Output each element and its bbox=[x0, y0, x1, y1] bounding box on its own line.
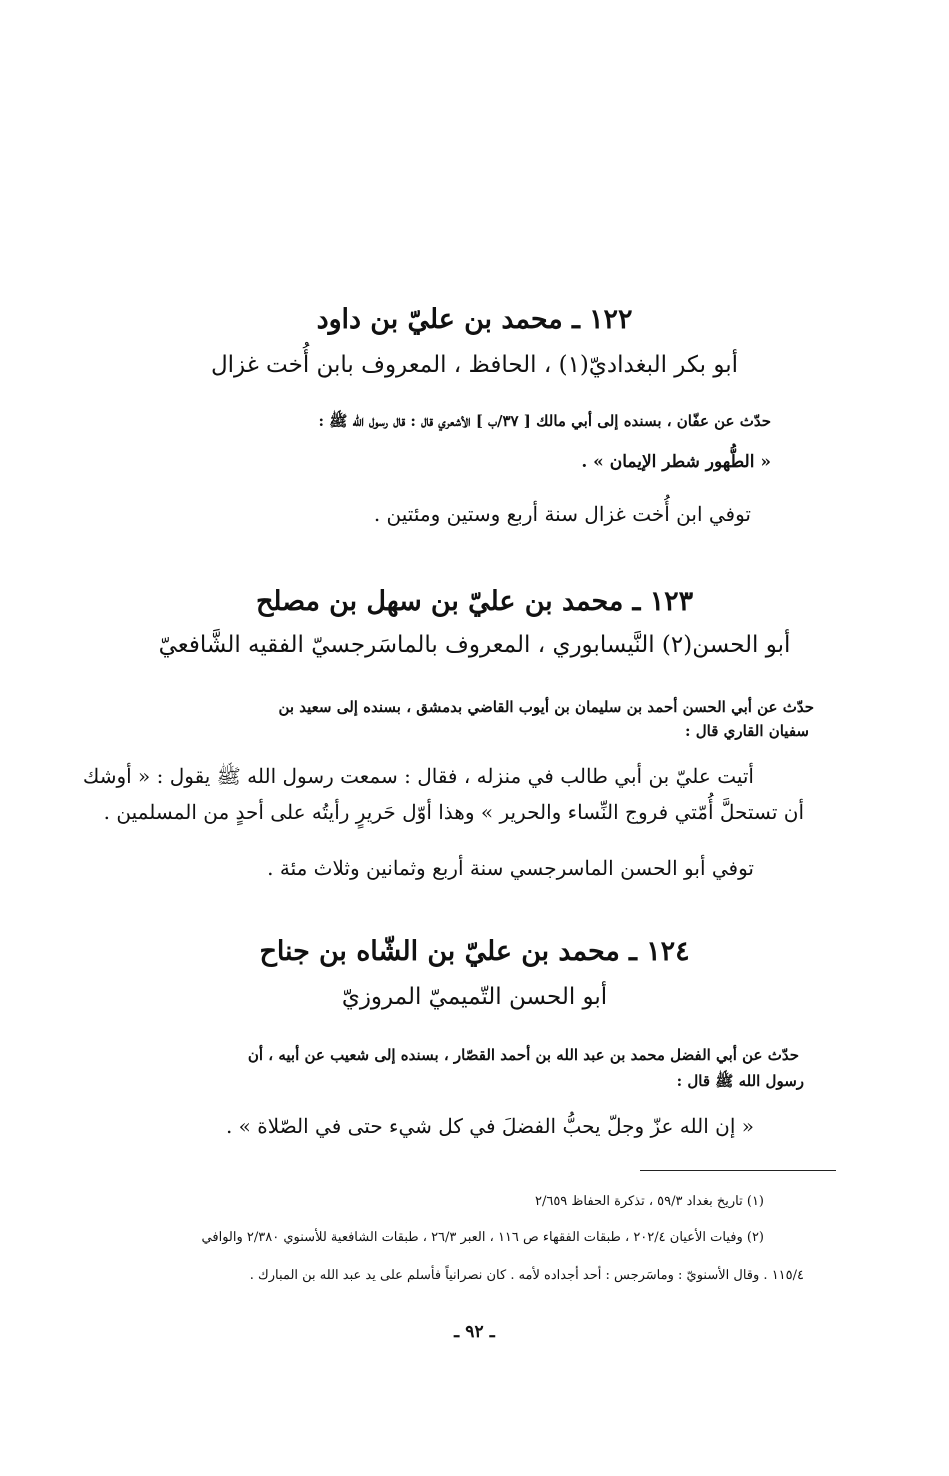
hadith-text: « إن الله عزّ وجلّ يحبُّ الفضلَ في كل شيء حتى في الصّلاة » . bbox=[225, 1114, 754, 1138]
footnote: (٢) وفيات الأعيان ٢٠٢/٤ ، طبقات الفقهاء ص ١١٦ ، العبر ٢٦/٣ ، طبقات الشافعية للأسنوي ٢/٣٨٠ والوافي bbox=[201, 1230, 764, 1245]
death-note: توفي أبو الحسن الماسرجسي سنة أربع وثمانين وثلاث مئة . bbox=[267, 856, 754, 880]
isnad-text: حدّث عن عفّان ، بسنده إلى أبي مالك [ ٣٧/ب ] الأشعري قال : قال رسول الله ﷺ : bbox=[318, 412, 771, 430]
page-number: ـ ٩٢ ـ bbox=[454, 1322, 495, 1342]
hadith-text: أتيت عليّ بن أبي طالب في منزله ، فقال : سمعت رسول الله ﷺ يقول : « أوشك bbox=[82, 764, 754, 788]
entry-subtitle: أبو بكر البغداديّ(١) ، الحافظ ، المعروف بابن أُخت غزال bbox=[210, 352, 739, 378]
footnote: (١) تاريخ بغداد ٥٩/٣ ، تذكرة الحفاظ ٢/٦٥٩ bbox=[534, 1194, 764, 1209]
isnad-text: رسول الله ﷺ قال : bbox=[676, 1072, 804, 1090]
entry-subtitle: أبو الحسن التّميميّ المروزيّ bbox=[341, 984, 608, 1010]
entry-title: ١٢٣ ـ محمد بن عليّ بن سهل بن مصلح bbox=[255, 586, 693, 617]
isnad-text: حدّث عن أبي الفضل محمد بن عبد الله بن أحمد القصّار ، بسنده إلى شعيب عن أبيه ، أن bbox=[247, 1046, 799, 1064]
entry-subtitle: أبو الحسن(٢) النَّيسابوري ، المعروف بالماسَرجسيّ الفقيه الشَّافعيّ bbox=[158, 632, 791, 658]
hadith-text: أن تستحلَّ أُمّتي فروج النِّساء والحرير » وهذا أوّل حَريرٍ رأيتُه على أحدٍ من المسلمين . bbox=[103, 800, 804, 824]
isnad-text: سفيان القاري قال : bbox=[685, 722, 809, 740]
hadith-text: « الطُّهور شطر الإيمان » . bbox=[581, 452, 771, 472]
footnote: ١١٥/٤ . وقال الأسنويّ : وماسَرجس : أحد أجداده لأمه . كان نصرانياً فأسلم على يد عبد الله بن المبارك . bbox=[249, 1268, 804, 1283]
isnad-text: حدّث عن أبي الحسن أحمد بن سليمان بن أيوب القاضي بدمشق ، بسنده إلى سعيد بن bbox=[278, 698, 814, 716]
entry-title: ١٢٢ ـ محمد بن عليّ بن داود bbox=[316, 304, 633, 335]
entry-title: ١٢٤ ـ محمد بن عليّ بن الشّاه بن جناح bbox=[259, 936, 690, 967]
footnote-separator bbox=[640, 1170, 836, 1171]
death-note: توفي ابن أُخت غزال سنة أربع وستين ومئتين . bbox=[373, 502, 751, 526]
